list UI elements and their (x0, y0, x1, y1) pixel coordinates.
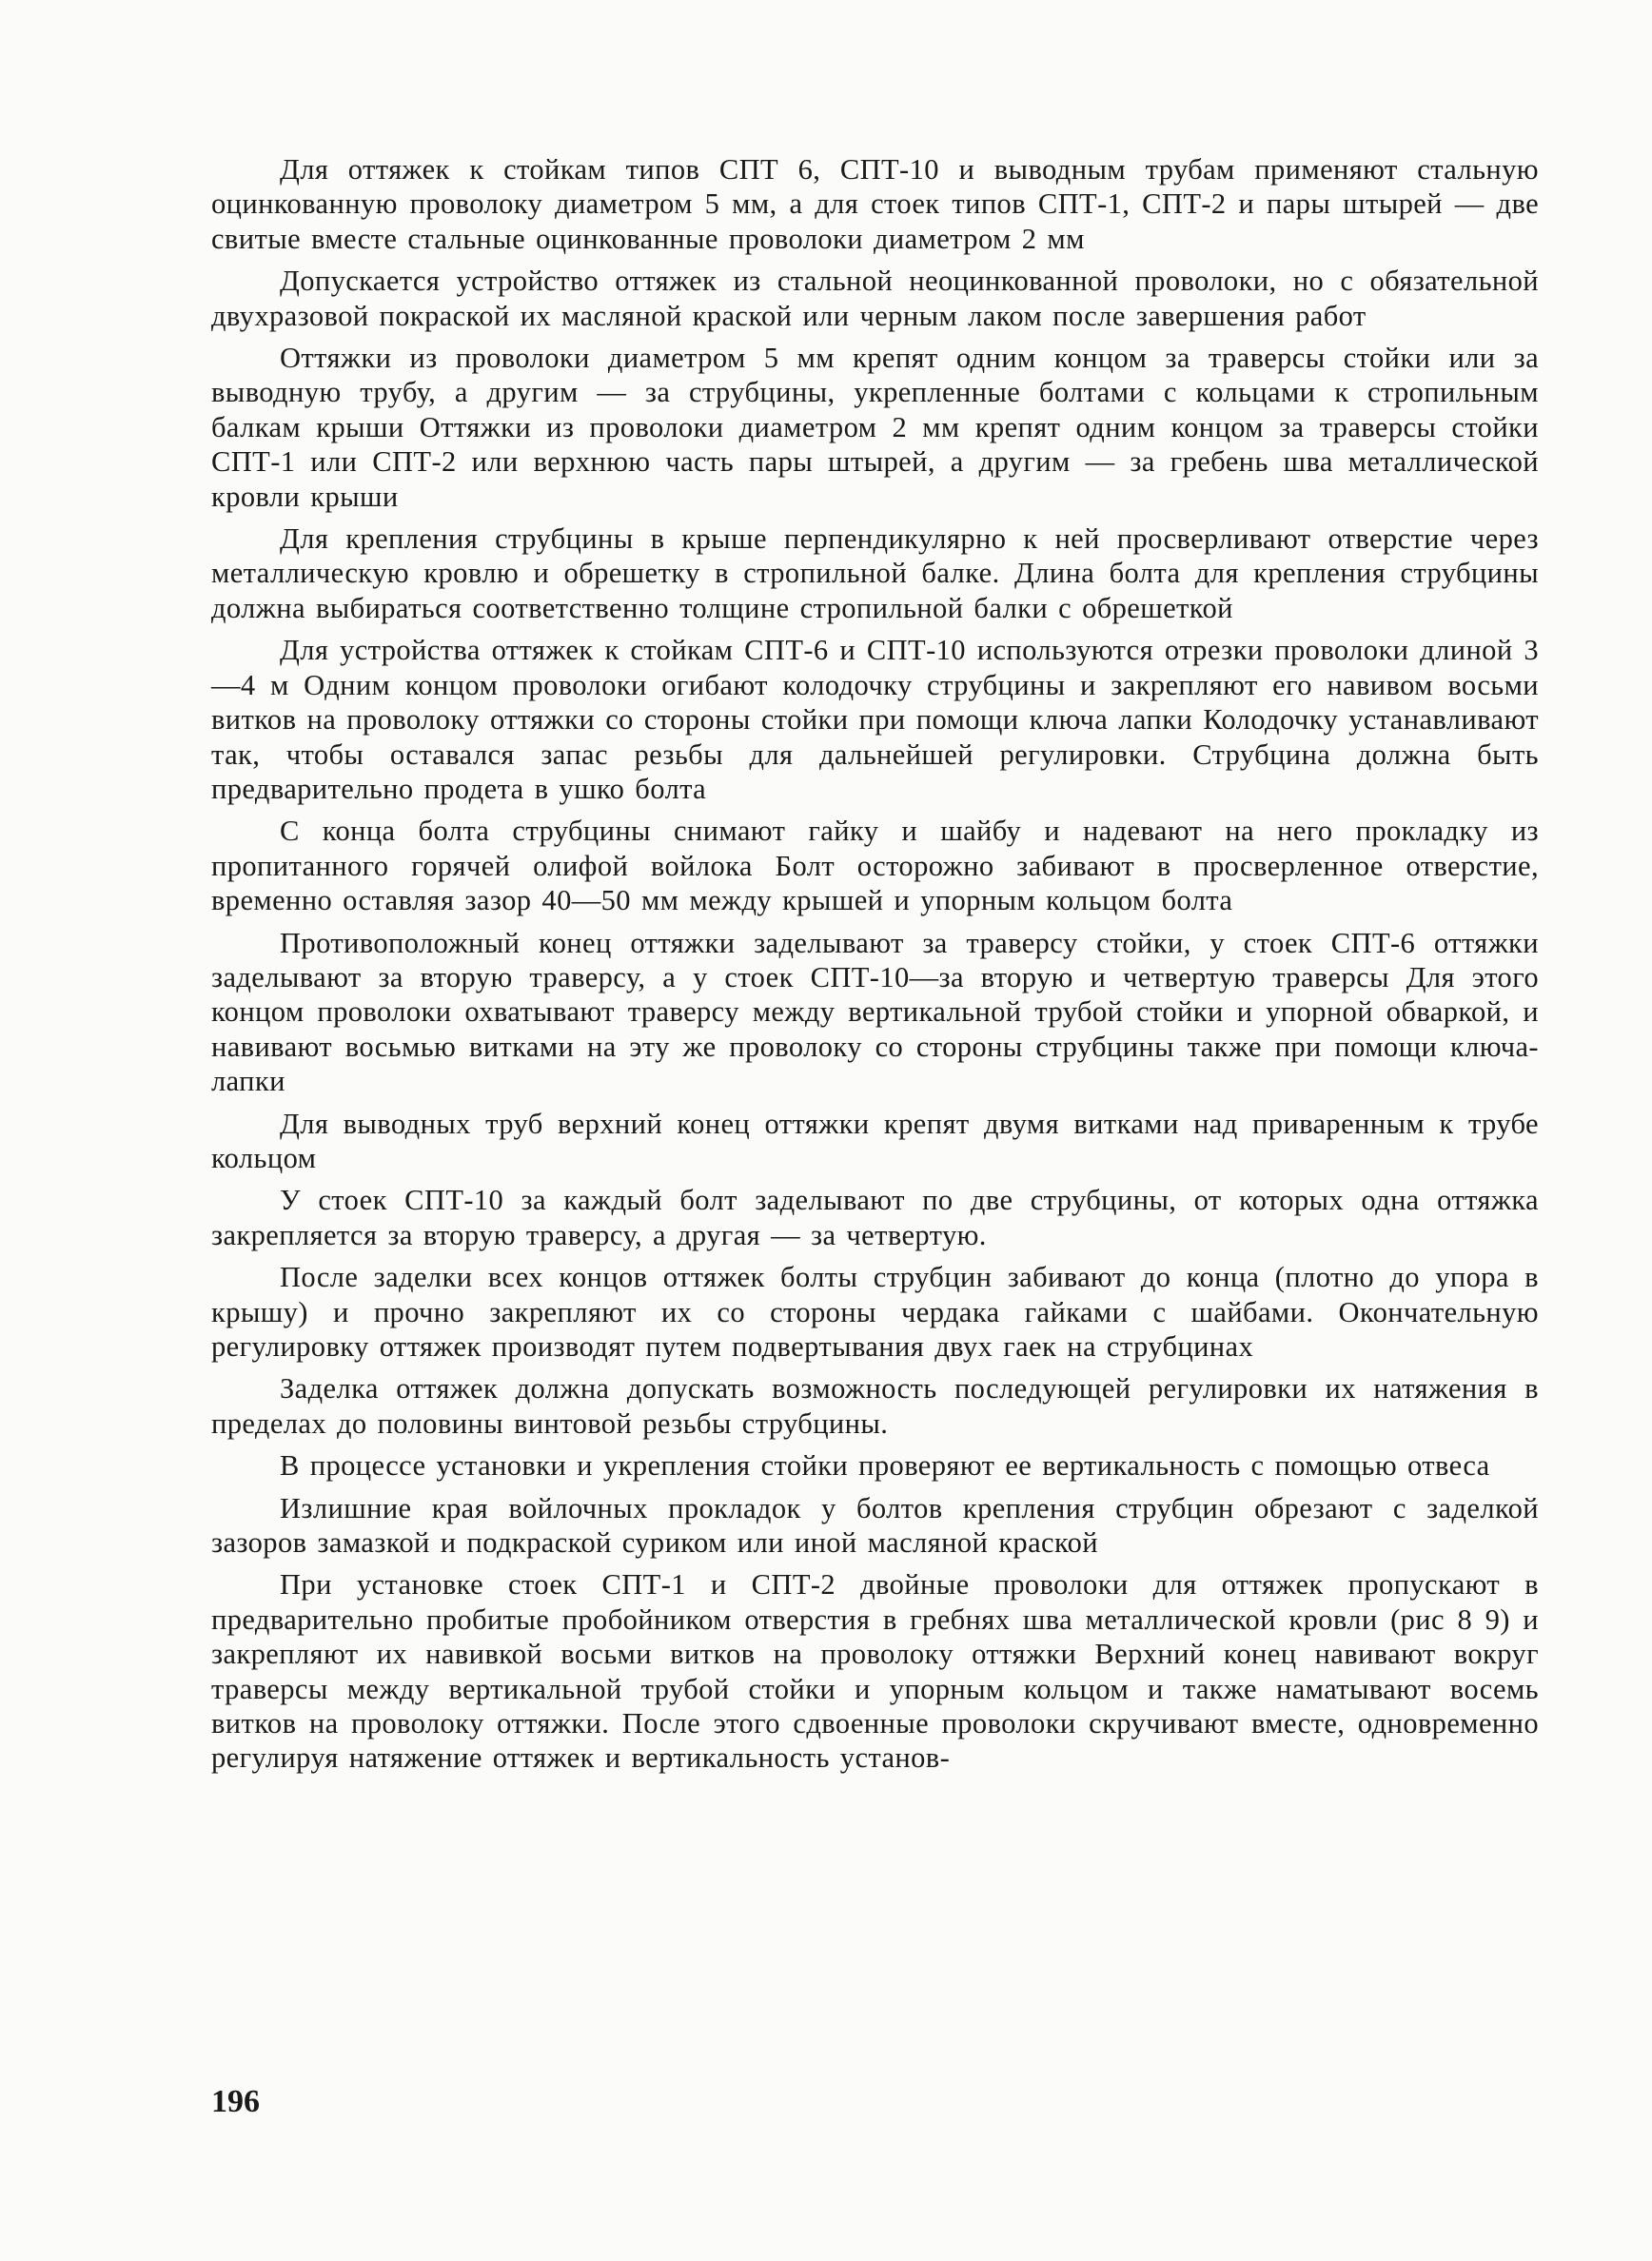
paragraph: У стоек СПТ-10 за каждый болт заделывают по две струбцины, от которых одна оттяжка закрепляется за вторую траверсу, а другая — за четвертую. (211, 1184, 1539, 1251)
paragraph: Для крепления струбцины в крыше перпендикулярно к ней просверливают отверстие через металлическую кровлю и обрешетку в стропильной балке. Длина болта для крепления струбцины должна выбираться соответственно толщине стропильной балки с обрешеткой (211, 522, 1539, 624)
paragraph: Для оттяжек к стойкам типов СПТ 6, СПТ-10 и выводным трубам применяют стальную оцинкованную проволоку диаметром 5 мм, а для стоек типов СПТ-1, СПТ-2 и пары штырей — две свитые вместе стальные оцинкованные проволоки диаметром 2 мм (211, 153, 1539, 255)
paragraph: Для выводных труб верхний конец оттяжки крепят двумя витками над приваренным к трубе кольцом (211, 1107, 1539, 1174)
paragraph: Заделка оттяжек должна допускать возможность последующей регулировки их натяжения в пределах до половины винтовой резьбы струбцины. (211, 1372, 1539, 1440)
paragraph: Для устройства оттяжек к стойкам СПТ-6 и СПТ-10 используются отрезки проволоки длиной 3—4 м Одним концом проволоки огибают колодочку струбцины и закрепляют его навивом восьми витков на проволоку оттяжки со стороны стойки при помощи ключа лапки Колодочку устанавливают так, чтобы оставался запас резьбы для дальнейшей регулировки. Струбцина должна быть предварительно продета в ушко болта (211, 634, 1539, 805)
paragraph: Излишние края войлочных прокладок у болтов крепления струбцин обрезают с заделкой зазоров замазкой и подкраской суриком или иной масляной краской (211, 1491, 1539, 1560)
paragraph: Оттяжки из проволоки диаметром 5 мм крепят одним концом за траверсы стойки или за выводную трубу, а другим — за струбцины, укрепленные болтами с кольцами к стропильным балкам крыши Оттяжки из проволоки диаметром 2 мм крепят одним концом за траверсы стойки СПТ-1 или СПТ-2 или верхнюю часть пары штырей, а другим — за гребень шва металлической кровли крыши (211, 342, 1539, 513)
paragraph: При установке стоек СПТ-1 и СПТ-2 двойные проволоки для оттяжек пропускают в предварительно пробитые пробойником отверстия в гребнях шва металлической кровли (рис 8 9) и закрепляют их навивкой восьми витков на проволоку оттяжки Верхний конец навивают вокруг траверсы между вертикальной трубой стойки и упорным кольцом и также наматывают восемь витков на проволоку оттяжки. После этого сдвоенные проволоки скручивают вместе, одновременно регулируя натяжение оттяжек и вертикальность установ- (211, 1568, 1539, 1775)
paragraph: С конца болта струбцины снимают гайку и шайбу и надевают на него прокладку из пропитанного горячей олифой войлока Болт осторожно забивают в просверленное отверстие, временно оставляя зазор 40—50 мм между крышей и упорным кольцом болта (211, 815, 1539, 917)
paragraph: Допускается устройство оттяжек из стальной неоцинкованной проволоки, но с обязательной двухразовой покраской их масляной краской или черным лаком после завершения работ (211, 265, 1539, 332)
paragraph: Противоположный конец оттяжки заделывают за траверсу стойки, у стоек СПТ-6 оттяжки заделывают за вторую траверсу, а у стоек СПТ-10—за вторую и четвертую траверсы Для этого концом проволоки охватывают траверсу между вертикальной трубой стойки и упорной обваркой, и навивают восьмью витками на эту же проволоку со стороны струбцины также при помощи ключа-лапки (211, 926, 1539, 1098)
paragraph: После заделки всех концов оттяжек болты струбцин забивают до конца (плотно до упора в крышу) и прочно закрепляют их со стороны чердака гайками с шайбами. Окончательную регулировку оттяжек производят путем подвертывания двух гаек на струбцинах (211, 1261, 1539, 1363)
paragraph: В процессе установки и укрепления стойки проверяют ее вертикальность с помощью отвеса (280, 1449, 1490, 1483)
page-number: 196 (211, 2084, 260, 2119)
text-column (211, 152, 1539, 1783)
